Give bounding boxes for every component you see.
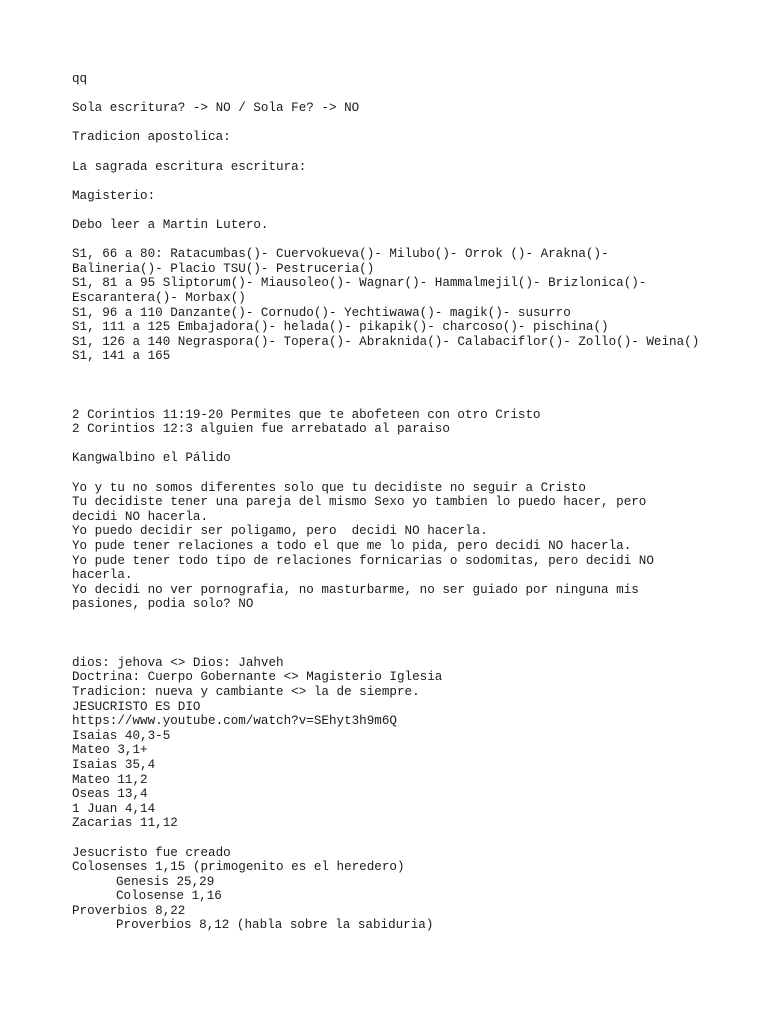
- blank-line: [72, 116, 752, 131]
- blank-line: [72, 87, 752, 102]
- blank-lines: [72, 364, 752, 408]
- text-line-jesucristo-es-dio: JESUCRISTO ES DIO: [72, 699, 201, 714]
- youtube-link[interactable]: https://www.youtube.com/watch?v=SEhyt3h9m6Q: [72, 714, 397, 729]
- text-line-colosense-1-16: Colosense 1,16: [116, 889, 222, 904]
- text-line-proverbios-8-22: Proverbios 8,22: [72, 903, 186, 918]
- blank-lines: [72, 612, 752, 656]
- text-line-jesucristo-creado: Jesucristo fue creado: [72, 845, 231, 860]
- text-line-zacarias-11: Zacarias 11,12: [72, 816, 178, 831]
- text-line-pornografia-cont: pasiones, podia solo? NO: [72, 597, 254, 612]
- text-line-s1-66-cont: Balineria()- Placio TSU()- Pestruceria(): [72, 261, 375, 276]
- text-line-pornografia: Yo decidi no ver pornografia, no masturbarme, no ser guiado por ninguna mis: [72, 582, 639, 597]
- text-line-fornicarias-cont: hacerla.: [72, 568, 133, 583]
- text-line-s1-96: S1, 96 a 110 Danzante()- Cornudo()- Yechtiwawa()- magik()- susurro: [72, 305, 571, 320]
- text-line-mateo-3: Mateo 3,1+: [72, 743, 148, 758]
- blank-line: [72, 831, 752, 846]
- text-line-colosenses-1-15: Colosenses 1,15 (primogenito es el heredero): [72, 860, 405, 875]
- text-line-corintios-11: 2 Corintios 11:19-20 Permites que te abofeteen con otro Cristo: [72, 407, 541, 422]
- text-line-1-juan-4: 1 Juan 4,14: [72, 801, 156, 816]
- text-line-relaciones: Yo pude tener relaciones a todo el que me lo pida, pero decidi NO hacerla.: [72, 539, 632, 554]
- blank-line: [72, 174, 752, 189]
- text-line-s1-81: S1, 81 a 95 Sliptorum()- Miausoleo()- Wagnar()- Hammalmejil()- Brizlonica()-: [72, 276, 647, 291]
- text-line-s1-141: S1, 141 a 165: [72, 349, 171, 364]
- text-line-s1-111: S1, 111 a 125 Embajadora()- helada()- pikapik()- charcoso()- pischina(): [72, 320, 609, 335]
- text-line-tradicion: Tradicion apostolica:: [72, 130, 231, 145]
- document-page: [72, 72, 752, 933]
- text-line-poligamo: Yo puedo decidir ser poligamo, pero decidi NO hacerla.: [72, 524, 488, 539]
- text-line-corintios-12: 2 Corintios 12:3 alguien fue arrebatado al paraiso: [72, 422, 450, 437]
- text-line-isaias-40: Isaias 40,3-5: [72, 728, 171, 743]
- text-line-kangwalbino: Kangwalbino el Pálido: [72, 451, 231, 466]
- text-line-oseas-13: Oseas 13,4: [72, 787, 148, 802]
- text-line-sagrada-escritura: La sagrada escritura escritura:: [72, 159, 307, 174]
- text-line-yo-y-tu: Yo y tu no somos diferentes solo que tu decidiste no seguir a Cristo: [72, 480, 586, 495]
- text-line-genesis-25: Genesis 25,29: [116, 874, 215, 889]
- blank-line: [72, 233, 752, 248]
- text-line-martin-lutero: Debo leer a Martin Lutero.: [72, 217, 269, 232]
- text-line-jehova: dios: jehova <> Dios: Jahveh: [72, 655, 284, 670]
- text-line-qq: qq: [72, 72, 88, 86]
- text-line-s1-66: S1, 66 a 80: Ratacumbas()- Cuervokueva()- Milubo()- Orrok ()- Arakna()-: [72, 247, 609, 262]
- text-line-tu-decidiste: Tu decidiste tener una pareja del mismo Sexo yo tambien lo puedo hacer, pero: [72, 495, 647, 510]
- text-line-s1-126: S1, 126 a 140 Negraspora()- Topera()- Abraknida()- Calabaciflor()- Zollo()- Weina(): [72, 334, 700, 349]
- blank-line: [72, 203, 752, 218]
- text-line-magisterio: Magisterio:: [72, 188, 156, 203]
- text-line-tradicion-cambiante: Tradicion: nueva y cambiante <> la de siempre.: [72, 684, 420, 699]
- text-line-fornicarias: Yo pude tener todo tipo de relaciones fornicarias o sodomitas, pero decidi NO: [72, 553, 654, 568]
- text-line-doctrina: Doctrina: Cuerpo Gobernante <> Magisterio Iglesia: [72, 670, 443, 685]
- text-line-s1-81-cont: Escarantera()- Morbax(): [72, 290, 246, 305]
- text-line-proverbios-8-12: Proverbios 8,12 (habla sobre la sabiduria): [116, 918, 434, 933]
- text-line-mateo-11: Mateo 11,2: [72, 772, 148, 787]
- text-line-tu-decidiste-cont: decidi NO hacerla.: [72, 509, 209, 524]
- text-line-isaias-35: Isaias 35,4: [72, 757, 156, 772]
- blank-line: [72, 437, 752, 452]
- blank-line: [72, 466, 752, 481]
- blank-line: [72, 145, 752, 160]
- text-line-sola-escritura: Sola escritura? -> NO / Sola Fe? -> NO: [72, 101, 360, 116]
